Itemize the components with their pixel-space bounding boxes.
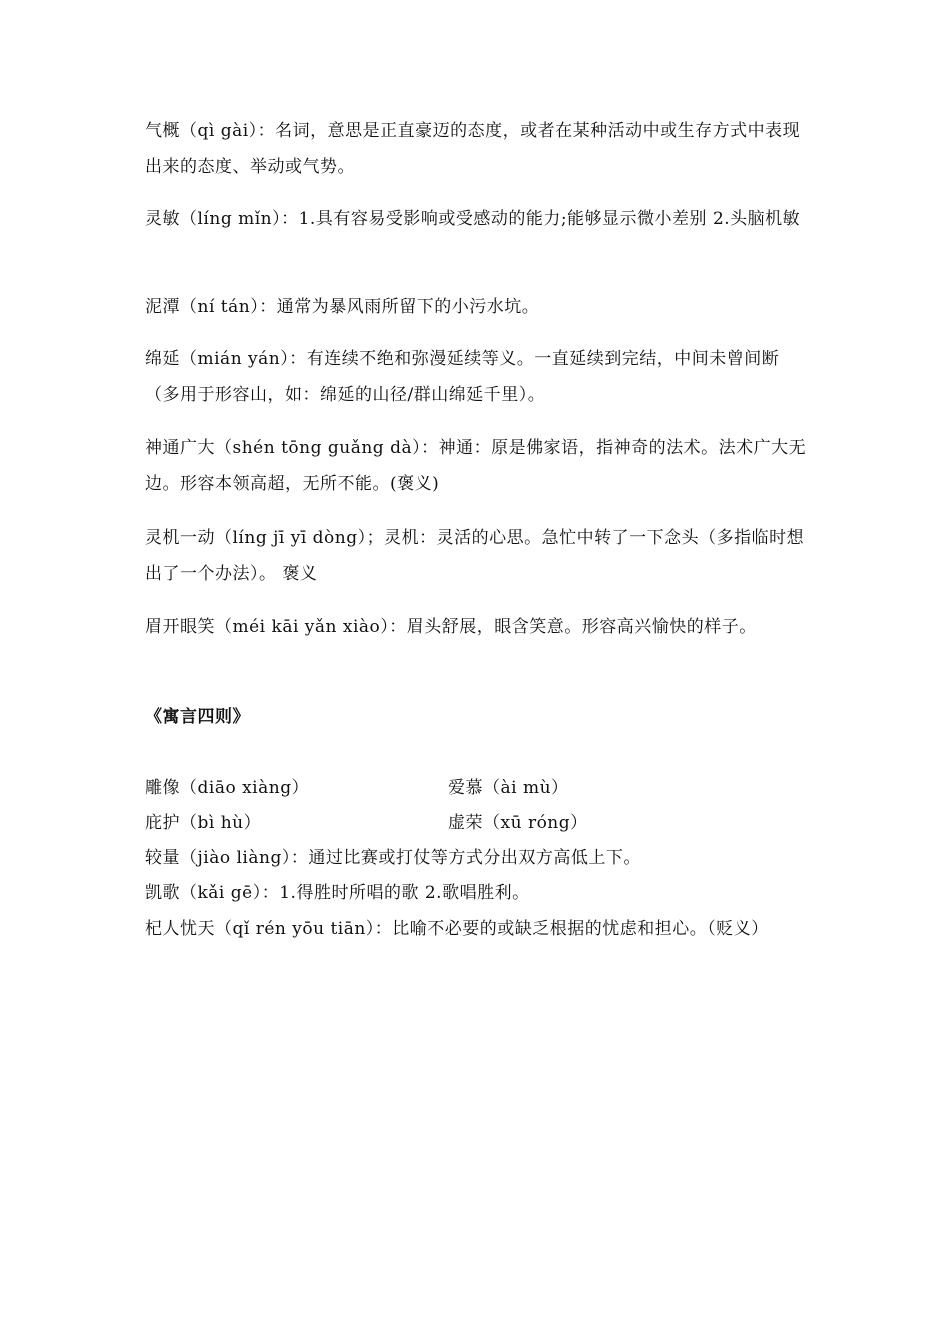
word-diaoxiang: 雕像（diāo xiàng） bbox=[145, 778, 310, 798]
section-title: 《寓言四则》 bbox=[145, 707, 250, 727]
entry-kaige: 凯歌（kǎi gē）：1.得胜时所唱的歌 2.歌唱胜利。 bbox=[145, 883, 530, 903]
entry-mianyan: 绵延（mián yán）：有连续不绝和弥漫延续等义。一直延续到完结，中间未曾间断（多用于形容山，如：绵延的山径/群山绵延千里）。 bbox=[145, 349, 780, 405]
word-bihu: 庇护（bì hù） bbox=[145, 813, 262, 833]
entry-shentongguangda: 神通广大（shén tōng guǎng dà）：神通：原是佛家语，指神奇的法术。法术广大无边。形容本领高超，无所不能。(褒义) bbox=[145, 438, 807, 494]
entry-lingmin: 灵敏（líng mǐn）：1.具有容易受影响或受感动的能力;能够显示微小差别 2.头脑机敏 bbox=[145, 209, 801, 229]
word-xurong: 虚荣（xū róng） bbox=[448, 813, 588, 833]
entry-jiaoliang: 较量（jiào liàng）：通过比赛或打仗等方式分出双方高低上下。 bbox=[145, 848, 641, 868]
entry-nitan: 泥潭（ní tán）：通常为暴风雨所留下的小污水坑。 bbox=[145, 297, 540, 317]
word-aimu: 爱慕（ài mù） bbox=[448, 778, 569, 798]
entry-lingjiyidong: 灵机一动（líng jī yī dòng）；灵机：灵活的心思。急忙中转了一下念头（多指临时想出了一个办法）。 褒义 bbox=[145, 528, 805, 584]
entry-qirenyoutian: 杞人忧天（qǐ rén yōu tiān）：比喻不必要的或缺乏根据的忧虑和担心。（贬义） bbox=[145, 919, 769, 939]
entry-qigai: 气概（qì gài）：名词，意思是正直豪迈的态度，或者在某种活动中或生存方式中表现出来的态度、举动或气势。 bbox=[145, 121, 801, 177]
entry-meikaiyanxiao: 眉开眼笑（méi kāi yǎn xiào）：眉头舒展，眼含笑意。形容高兴愉快的样子。 bbox=[145, 617, 757, 637]
